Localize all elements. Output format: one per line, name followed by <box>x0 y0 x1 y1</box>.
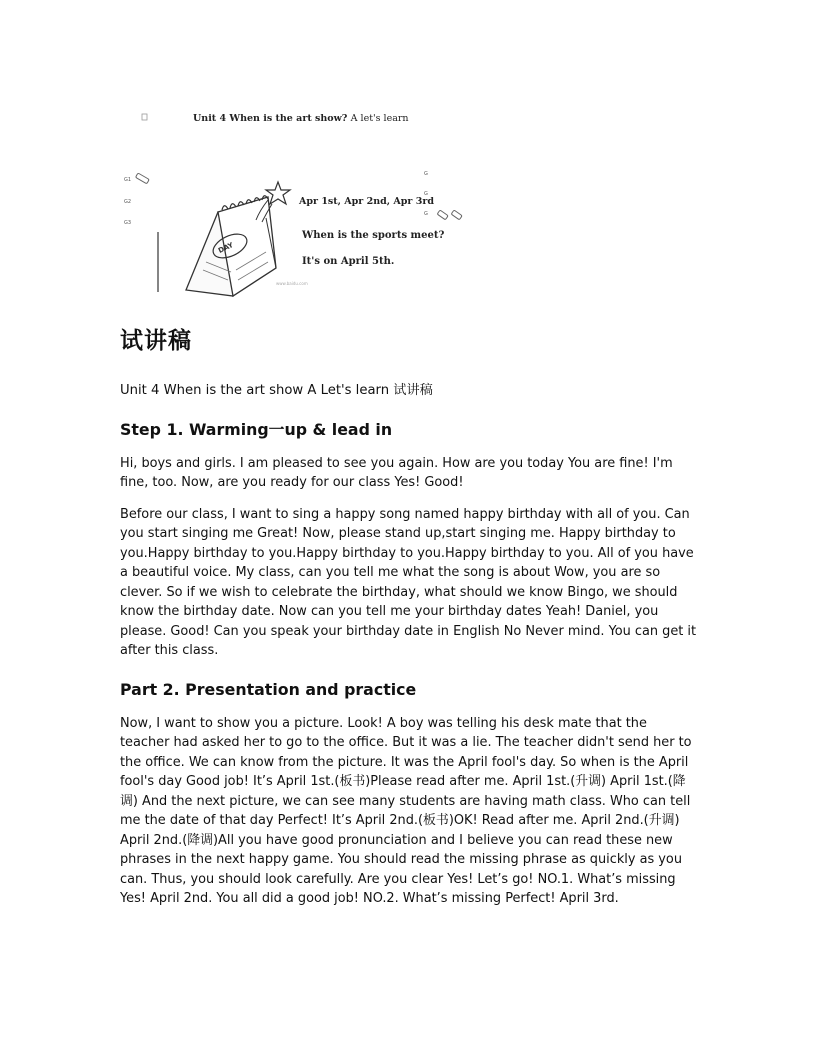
doc-icon <box>142 114 147 120</box>
paragraph: Now, I want to show you a picture. Look! A boy was telling his desk mate that the teacher had asked her to go to the office. But it was a lie. The teacher didn't send her to the office. We can know from the picture. It was the April fool's day. So when is the April fool's day Good job! It’s April 1st.(板书)Please read after me. April 1st.(升调) April 1st.(降调) And the next picture, we can see many students are having math class. Who can tell me the date of that day Perfect! It’s April 2nd.(板书)OK! Read after me. April 2nd.(升调) April 2nd.(降调)All you have good pronunciation and I believe you can read these new phrases in the next happy game. You should read the missing phrase as quickly as you can. Thus, you should look carefully. Are you clear Yes! Let’s go! NO.1. What’s missing Yes! April 2nd. You all did a good job! NO.2. What’s missing Perfect! April 3rd. <box>120 715 692 907</box>
right-marker-3: G <box>424 211 428 217</box>
document-title: 试讲稿 <box>120 328 192 354</box>
document-subtitle: Unit 4 When is the art show A Let's learn 试讲稿 <box>120 383 433 398</box>
calendar-word: DAY <box>217 241 235 255</box>
pencil-icon <box>136 173 150 184</box>
section-heading-part2: Part 2. Presentation and practice <box>120 679 417 699</box>
pencil-icon <box>451 210 462 220</box>
group-label-g3: G3 <box>124 220 132 226</box>
group-label-g2: G2 <box>124 199 132 205</box>
right-marker-1: G <box>424 171 428 177</box>
question-text: When is the sports meet? <box>302 230 445 241</box>
banner-title-main: Unit 4 When is the art show? <box>193 113 348 124</box>
paragraph: Before our class, I want to sing a happy song named happy birthday with all of you. Can you start singing me Great! Now, please stand up,start singing me. Happy birthday to you.Happy birthday to you.Happy birthday to you.Happy birthday to you. All of you have a beautiful voice. My class, can you tell me what the song is about Wow, you are so clever. So if we wish to celebrate the birthday, what should we know Bingo, we should know the birthday date. Now can you tell me your birthday dates Yeah! Daniel, you please. Good! Can you speak your birthday date in English No Never mind. You can get it after this class. <box>120 506 697 659</box>
group-label-g1: G1 <box>124 177 132 183</box>
section-heading-step1: Step 1. Warming一up & lead in <box>120 419 393 439</box>
image-watermark: www.baidu.com <box>276 281 308 286</box>
banner-title <box>193 113 409 124</box>
right-marker-2: G <box>424 191 428 197</box>
document-body <box>120 322 700 909</box>
answer-text: It's on April 5th. <box>302 256 395 267</box>
dates-line: Apr 1st, Apr 2nd, Apr 3rd <box>299 196 434 207</box>
paragraph: Hi, boys and girls. I am pleased to see you again. How are you today You are fine! I'm fine, too. Now, are you ready for our class Yes! Good! <box>120 455 673 491</box>
banner-title-suffix: A let's learn <box>350 113 409 124</box>
pencil-icon <box>437 210 448 220</box>
